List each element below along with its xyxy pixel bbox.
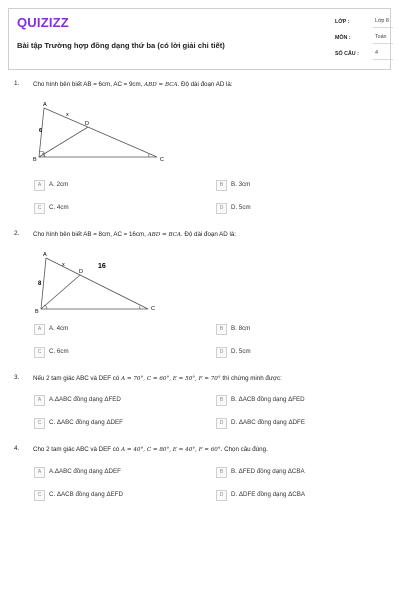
q3-option-c-box: C <box>34 418 45 429</box>
question-2-number: 2. <box>14 230 20 237</box>
q4-option-d-text: D. ΔDFE đồng dạng ΔCBA <box>231 491 305 498</box>
question-1-number: 1. <box>14 80 20 87</box>
q3-option-a-box: A <box>34 395 45 406</box>
meta-count-value: 4 <box>373 50 393 60</box>
question-4-number: 4. <box>14 445 20 452</box>
meta-grade-value: Lớp 8 <box>373 18 393 28</box>
question-1-math: ABD = BCA <box>144 82 178 88</box>
q3-option-c-text: C. ΔABC đồng dạng ΔDEF <box>49 419 123 426</box>
question-1-text <box>33 81 233 88</box>
figure-1-label-x: x <box>66 112 69 118</box>
q3-option-b-text: B. ΔACB đồng dạng ΔFED <box>231 396 305 403</box>
q3-option-b-box: B <box>216 395 227 406</box>
question-3-text <box>33 375 282 382</box>
q4-option-d-box: D <box>216 490 227 501</box>
q2-option-a-box: A <box>34 324 45 335</box>
question-4-math: A = 40°, C = 80°, E = 40°, F = 60° <box>121 447 221 453</box>
figure-2-label-long: 16 <box>98 263 106 270</box>
q2-option-b-text: B. 8cm <box>231 325 251 332</box>
q1-option-a-box: A <box>34 180 45 191</box>
figure-2-label-c: C <box>151 306 155 312</box>
q4-option-c-box: C <box>34 490 45 501</box>
question-3-math: A = 70°, C = 60°, E = 50°, F = 70° <box>121 376 221 382</box>
question-2-figure <box>32 250 162 315</box>
question-4-suffix: . Chọn câu đúng. <box>220 446 268 453</box>
q4-option-a-box: A <box>34 467 45 478</box>
q2-option-b-box: B <box>216 324 227 335</box>
question-2-text <box>33 231 236 238</box>
q2-option-d-text: D. 5cm <box>231 348 251 355</box>
figure-1-label-a: A <box>43 102 47 108</box>
q2-option-a-text: A. 4cm <box>49 325 69 332</box>
question-3-number: 3. <box>14 374 20 381</box>
q1-option-b-text: B. 3cm <box>231 181 251 188</box>
question-4-prefix: Cho 2 tam giác ABC và DEF có <box>33 446 120 453</box>
figure-2-label-side: 8 <box>38 281 42 287</box>
figure-2-label-a: A <box>43 252 47 258</box>
q4-option-c-text: C. ΔACB đồng dạng ΔEFD <box>49 491 123 498</box>
q1-option-a-text: A. 2cm <box>49 181 69 188</box>
figure-2-label-b: B <box>35 309 39 315</box>
question-2-prefix: Cho hình bên biết AB = 8cm, AC = 16cm, <box>33 231 146 238</box>
figure-2-label-d: D <box>79 269 83 275</box>
question-3-suffix: thì chứng minh được: <box>220 375 282 382</box>
q4-option-b-text: B. ΔFED đồng dạng ΔCBA <box>231 468 305 475</box>
figure-2-label-x: x <box>62 262 65 268</box>
q1-option-d-text: D. 5cm <box>231 204 251 211</box>
figure-1-label-b: B <box>33 157 37 163</box>
q1-option-c-box: C <box>34 203 45 214</box>
q2-option-c-text: C. 6cm <box>49 348 69 355</box>
question-4-text <box>33 446 268 453</box>
worksheet-meta <box>335 17 395 65</box>
meta-count-label: SỐ CÂU : <box>335 51 359 57</box>
figure-1-label-c: C <box>160 157 164 163</box>
q2-option-d-box: D <box>216 347 227 358</box>
q1-option-d-box: D <box>216 203 227 214</box>
meta-subject-value: Toán <box>373 34 393 44</box>
question-2-suffix: . Độ dài đoạn AD là: <box>180 231 237 238</box>
q3-option-a-text: A.ΔABC đồng dạng ΔFED <box>49 396 121 403</box>
question-1-prefix: Cho hình bên biết AB = 6cm, AC = 9cm, <box>33 81 143 88</box>
worksheet-title: Bài tập Trường hợp đồng dạng thứ ba (có lời giải chi tiết) <box>17 41 225 50</box>
meta-count <box>335 49 395 65</box>
question-3-prefix: Nếu 2 tam giác ABC và DEF có <box>33 375 120 382</box>
meta-subject-label: MÔN : <box>335 35 351 41</box>
meta-grade <box>335 17 395 33</box>
question-1-figure <box>30 98 170 168</box>
q4-option-b-box: B <box>216 467 227 478</box>
worksheet-header <box>8 8 391 70</box>
q4-option-a-text: A.ΔABC đồng dạng ΔDEF <box>49 468 121 475</box>
figure-1-label-side: 6 <box>39 128 43 134</box>
q1-option-b-box: B <box>216 180 227 191</box>
q2-option-c-box: C <box>34 347 45 358</box>
question-2-math: ABD = BCA <box>147 232 181 238</box>
question-1-suffix: . Độ dài đoạn AD là: <box>177 81 233 88</box>
q3-option-d-text: D. ΔABC đồng dạng ΔDFE <box>231 419 305 426</box>
meta-subject <box>335 33 395 49</box>
q3-option-d-box: D <box>216 418 227 429</box>
q1-option-c-text: C. 4cm <box>49 204 69 211</box>
quizizz-logo: QUIZIZZ <box>17 15 69 30</box>
meta-grade-label: LỚP : <box>335 19 350 25</box>
figure-1-label-d: D <box>85 121 89 127</box>
